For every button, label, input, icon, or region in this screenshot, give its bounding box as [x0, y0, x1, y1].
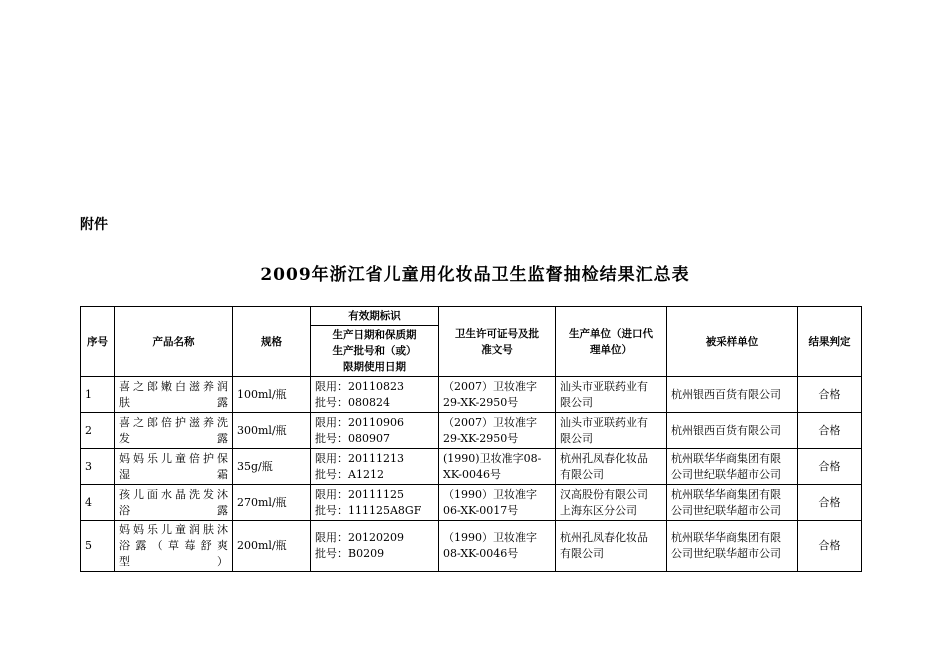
cell-spec: 200ml/瓶	[233, 521, 311, 572]
cell-license	[439, 485, 556, 521]
cell-manufacturer-line: 汕头市亚联药业有	[560, 379, 648, 393]
cell-sampled-unit-line: 杭州联华华商集团有限	[671, 487, 781, 501]
cell-license-line: 29-XK-2950号	[443, 395, 519, 409]
cell-manufacturer-line: 有限公司	[560, 467, 604, 481]
cell-seq: 5	[81, 521, 115, 572]
cell-product-name-line: 湿霜	[119, 467, 228, 481]
cell-product-name-line: 喜之郎嫩白滋养润	[119, 379, 228, 393]
results-table	[80, 306, 862, 572]
cell-manufacturer-line: 杭州孔凤春化妆品	[560, 451, 648, 465]
cell-product-name	[115, 377, 233, 413]
cell-manufacturer-line: 汉高股份有限公司	[560, 487, 648, 501]
cell-license-line: （1990）卫妆准字	[443, 531, 537, 544]
cell-validity-line: 限用：20120209	[315, 531, 404, 544]
header-seq: 序号	[81, 307, 115, 377]
cell-sampled-unit	[667, 521, 798, 572]
cell-license	[439, 377, 556, 413]
cell-spec: 300ml/瓶	[233, 413, 311, 449]
cell-sampled-unit-line: 杭州银西百货有限公司	[671, 423, 781, 437]
cell-result: 合格	[798, 449, 862, 485]
cell-manufacturer	[556, 449, 667, 485]
cell-validity	[311, 521, 439, 572]
cell-result: 合格	[798, 485, 862, 521]
cell-manufacturer	[556, 521, 667, 572]
cell-manufacturer	[556, 377, 667, 413]
header-row	[81, 307, 862, 326]
cell-product-name-line: 肤露	[119, 395, 228, 409]
document-title: 2009年浙江省儿童用化妆品卫生监督抽检结果汇总表	[260, 265, 690, 285]
cell-license	[439, 521, 556, 572]
cell-sampled-unit	[667, 485, 798, 521]
cell-validity-line: 批号：111125A8GF	[315, 503, 422, 517]
cell-manufacturer-line: 限公司	[560, 431, 593, 445]
cell-validity	[311, 449, 439, 485]
cell-license	[439, 413, 556, 449]
cell-license	[439, 449, 556, 485]
cell-product-name-line: 妈妈乐儿童润肤沐	[119, 523, 228, 536]
cell-product-name	[115, 413, 233, 449]
table-row	[81, 413, 862, 449]
cell-manufacturer-line: 汕头市亚联药业有	[560, 415, 648, 429]
header-result: 结果判定	[798, 307, 862, 377]
cell-validity	[311, 413, 439, 449]
header-manufacturer	[556, 307, 667, 377]
cell-sampled-unit	[667, 449, 798, 485]
header-validity-sub	[311, 326, 439, 377]
header-manufacturer-line: 理单位）	[590, 343, 632, 356]
cell-seq: 4	[81, 485, 115, 521]
table-row	[81, 521, 862, 572]
cell-manufacturer-line: 上海东区分公司	[560, 503, 637, 517]
cell-license-line: （2007）卫妆准字	[443, 379, 537, 393]
cell-product-name	[115, 485, 233, 521]
cell-validity-line: 批号：080907	[315, 431, 390, 445]
cell-validity-line: 限用：20111213	[315, 451, 404, 465]
cell-product-name	[115, 521, 233, 572]
cell-validity-line: 限用：20111125	[315, 487, 404, 501]
cell-product-name-line: 发露	[119, 431, 228, 445]
header-validity-line: 限期使用日期	[343, 361, 406, 373]
cell-product-name-line: 浴露	[119, 503, 228, 517]
cell-license-line: 08-XK-0046号	[443, 547, 519, 560]
cell-result: 合格	[798, 377, 862, 413]
table-body	[81, 377, 862, 572]
cell-manufacturer	[556, 413, 667, 449]
cell-manufacturer	[556, 485, 667, 521]
cell-license-line: 06-XK-0017号	[443, 503, 519, 517]
cell-validity	[311, 485, 439, 521]
cell-manufacturer-line: 杭州孔凤春化妆品	[560, 531, 648, 544]
cell-manufacturer-line: 限公司	[560, 395, 593, 409]
cell-product-name-line: 孩儿面水晶洗发沐	[119, 487, 228, 501]
cell-seq: 2	[81, 413, 115, 449]
header-product-name: 产品名称	[115, 307, 233, 377]
header-license-line: 准文号	[481, 343, 513, 356]
cell-validity-line: 批号：080824	[315, 395, 390, 409]
cell-sampled-unit	[667, 377, 798, 413]
cell-license-line: XK-0046号	[443, 467, 501, 481]
header-spec: 规格	[233, 307, 311, 377]
header-sampled-unit: 被采样单位	[667, 307, 798, 377]
cell-spec: 100ml/瓶	[233, 377, 311, 413]
cell-license-line: （1990）卫妆准字	[443, 487, 537, 501]
cell-license-line: 29-XK-2950号	[443, 431, 519, 445]
header-validity-group: 有效期标识	[311, 307, 439, 326]
header-validity-line: 生产批号和（或）	[332, 345, 417, 357]
header-license	[439, 307, 556, 377]
cell-validity-line: 批号：B0209	[315, 547, 385, 560]
cell-sampled-unit-line: 公司世纪联华超市公司	[671, 503, 781, 517]
cell-license-line: （2007）卫妆准字	[443, 415, 537, 429]
cell-license-line: (1990)卫妆准字08-	[443, 451, 542, 465]
table-row	[81, 377, 862, 413]
cell-validity-line: 批号：A1212	[315, 467, 384, 481]
cell-spec: 35g/瓶	[233, 449, 311, 485]
cell-seq: 3	[81, 449, 115, 485]
header-validity-line: 生产日期和保质期	[332, 329, 417, 341]
cell-product-name-line: 喜之郎倍护滋养洗	[119, 415, 228, 429]
cell-manufacturer-line: 有限公司	[560, 547, 604, 560]
cell-result: 合格	[798, 521, 862, 572]
cell-product-name-line: 型）	[119, 555, 228, 568]
cell-sampled-unit-line: 公司世纪联华超市公司	[671, 467, 781, 481]
cell-product-name-line: 妈妈乐儿童倍护保	[119, 451, 228, 465]
cell-sampled-unit-line: 公司世纪联华超市公司	[671, 547, 781, 560]
cell-sampled-unit	[667, 413, 798, 449]
cell-sampled-unit-line: 杭州联华华商集团有限	[671, 531, 781, 544]
cell-seq: 1	[81, 377, 115, 413]
cell-validity	[311, 377, 439, 413]
cell-sampled-unit-line: 杭州联华华商集团有限	[671, 451, 781, 465]
table-row	[81, 449, 862, 485]
cell-result: 合格	[798, 413, 862, 449]
cell-spec: 270ml/瓶	[233, 485, 311, 521]
header-license-line: 卫生许可证号及批	[455, 327, 539, 340]
cell-product-name-line: 浴露（草莓舒爽	[119, 539, 228, 552]
cell-validity-line: 限用：20110823	[315, 379, 404, 393]
attachment-label: 附件	[80, 217, 108, 233]
cell-validity-line: 限用：20110906	[315, 415, 404, 429]
cell-sampled-unit-line: 杭州银西百货有限公司	[671, 387, 781, 401]
cell-product-name	[115, 449, 233, 485]
header-manufacturer-line: 生产单位（进口代	[569, 327, 653, 340]
table-row	[81, 485, 862, 521]
